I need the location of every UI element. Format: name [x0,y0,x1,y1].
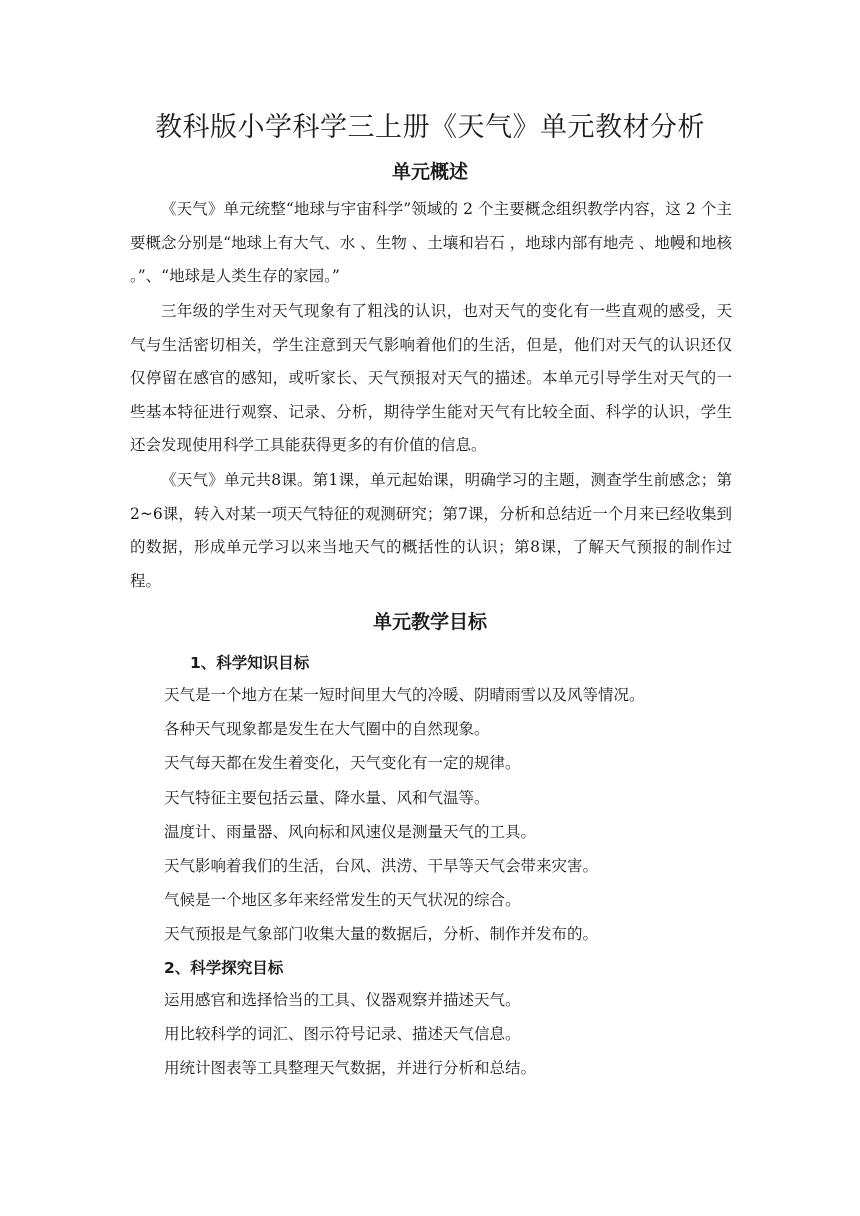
knowledge-goals-list [164,678,754,952]
list-item: 用比较科学的词汇、图示符号记录、描述天气信息。 [164,1025,521,1044]
list-item: 天气是一个地方在某一短时间里大气的冷暖、阴晴雨雪以及风等情况。 [164,686,645,704]
overview-paragraph-3: 《天气》单元共8课。第1课，单元起始课，明确学习的主题，测查学生前感念；第2~6课，转入对某一项天气特征的观测研究；第7课，分析和总结近一个月来已经收集到的数据，形成单元学习以来当地天气的概括性的认识；第8课，了解天气预报的制作过程。 [130,471,732,590]
document-title: 教科版小学科学三上册《天气》单元教材分析 [155,112,705,143]
list-item: 用统计图表等工具整理天气数据，并进行分析和总结。 [164,1059,537,1078]
goals-heading: 单元教学目标 [372,611,487,633]
inquiry-goals-list [164,983,754,1086]
list-item: 各种天气现象都是发生在大气圈中的自然现象。 [164,720,490,739]
list-item: 天气特征主要包括云量、降水量、风和气温等。 [164,788,490,807]
list-item: 天气每天都在发生着变化，天气变化有一定的规律。 [164,754,521,773]
list-item: 气候是一个地区多年来经常发生的天气状况的综合。 [164,891,521,910]
overview-paragraph-1: 《天气》单元统整“地球与宇宙科学”领域的 2 个主要概念组织教学内容，这 2 个主要概念分别是“地球上有大气、水 、生物 、土壤和岩石 ，地球内部有地壳 、地幔和地核 。”、“地球是人类生存的家园。” [130,200,732,286]
overview-paragraph-2: 三年级的学生对天气现象有了粗浅的认识，也对天气的变化有一些直观的感受，天气与生活密切相关，学生注意到天气影响着他们的生活，但是，他们对天气的认识还仅仅停留在感官的感知，或听家长、天气预报对天气的描述。本单元引导学生对天气的一些基本特征进行观察、记录、分析，期待学生能对天气有比较全面、科学的认识，学生还会发现使用科学工具能获得更多的有价值的信息。 [130,302,732,455]
list-item: 温度计、雨量器、风向标和风速仪是测量天气的工具。 [164,822,537,841]
list-item: 天气影响着我们的生活，台风、洪涝、干旱等天气会带来灾害。 [164,856,599,875]
overview-heading: 单元概述 [391,161,468,183]
list-item: 天气预报是气象部门收集大量的数据后，分析、制作并发布的。 [164,925,599,944]
list-item: 运用感官和选择恰当的工具、仪器观察并描述天气。 [164,991,521,1009]
inquiry-goals-heading: 2、科学探究目标 [164,959,284,977]
knowledge-goals-heading: 1、科学知识目标 [190,654,310,672]
